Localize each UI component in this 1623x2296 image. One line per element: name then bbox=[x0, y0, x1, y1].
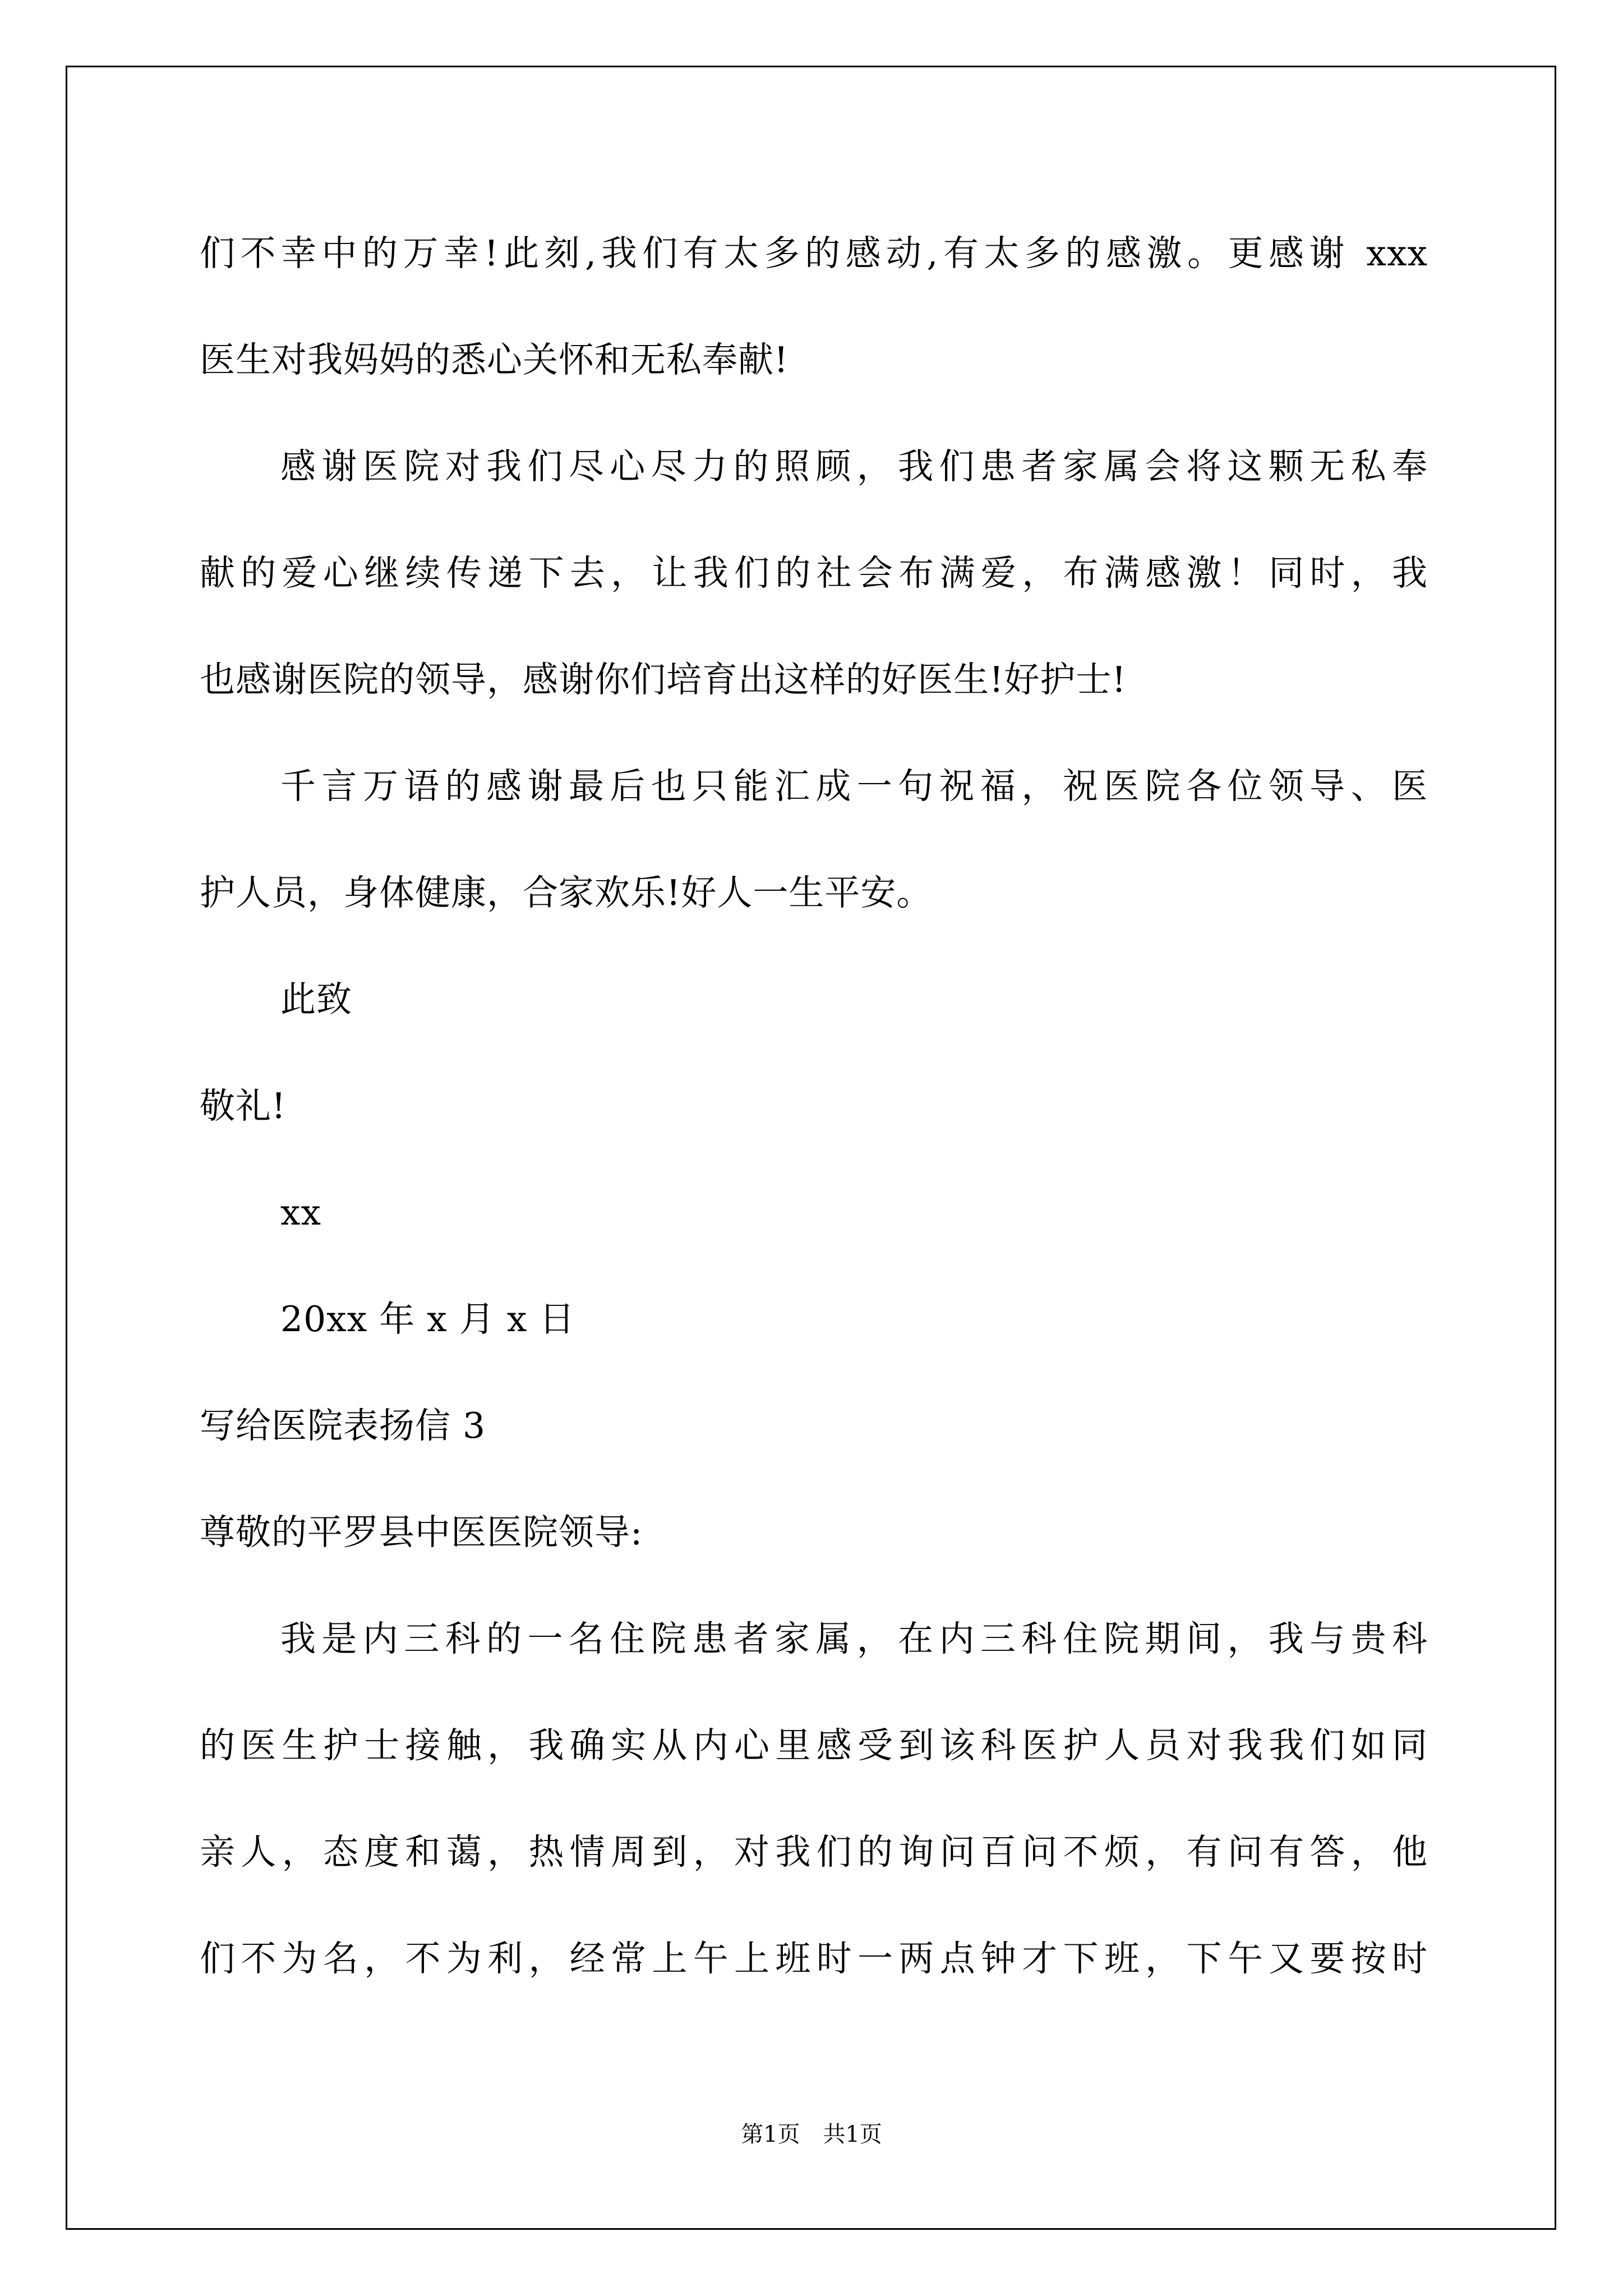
page-footer bbox=[0, 2120, 1623, 2148]
closing-respect: 敬礼! bbox=[200, 1085, 287, 1126]
page-border bbox=[66, 66, 1556, 2230]
text-line: 医生对我妈妈的悉心关怀和无私奉献! bbox=[200, 339, 789, 380]
text-line: 们不为名，不为利，经常上午上班时一两点钟才下班，下午又要按时 bbox=[200, 1938, 1428, 1979]
section-heading: 写给医院表扬信 3 bbox=[200, 1405, 486, 1446]
date: 20xx 年 x 月 x 日 bbox=[280, 1299, 575, 1340]
text-line: 感谢医院对我们尽心尽力的照顾，我们患者家属会将这颗无私奉 bbox=[280, 446, 1428, 487]
text-line: 我是内三科的一名住院患者家属，在内三科住院期间，我与贵科 bbox=[280, 1618, 1428, 1659]
text-line: 的医生护士接触，我确实从内心里感受到该科医护人员对我我们如同 bbox=[200, 1725, 1428, 1766]
text-line: 也感谢医院的领导，感谢你们培育出这样的好医生!好护士! bbox=[200, 659, 1127, 700]
page-total: 共1页 bbox=[823, 2122, 882, 2147]
text-line: 们不幸中的万幸!此刻,我们有太多的感动,有太多的感激。更感谢 xxx bbox=[200, 233, 1428, 274]
text-line: 亲人，态度和蔼，热情周到，对我们的询问百问不烦，有问有答，他 bbox=[200, 1832, 1428, 1872]
closing-salutation: 此致 bbox=[280, 979, 352, 1020]
text-line: 献的爱心继续传递下去，让我们的社会布满爱，布满感激！同时，我 bbox=[200, 553, 1428, 593]
signature: xx bbox=[280, 1192, 322, 1233]
text-line: 千言万语的感谢最后也只能汇成一句祝福，祝医院各位领导、医 bbox=[280, 766, 1428, 807]
greeting: 尊敬的平罗县中医医院领导: bbox=[200, 1512, 643, 1553]
text-line: 护人员，身体健康，合家欢乐!好人一生平安。 bbox=[200, 872, 933, 913]
page-number: 第1页 bbox=[741, 2122, 800, 2147]
